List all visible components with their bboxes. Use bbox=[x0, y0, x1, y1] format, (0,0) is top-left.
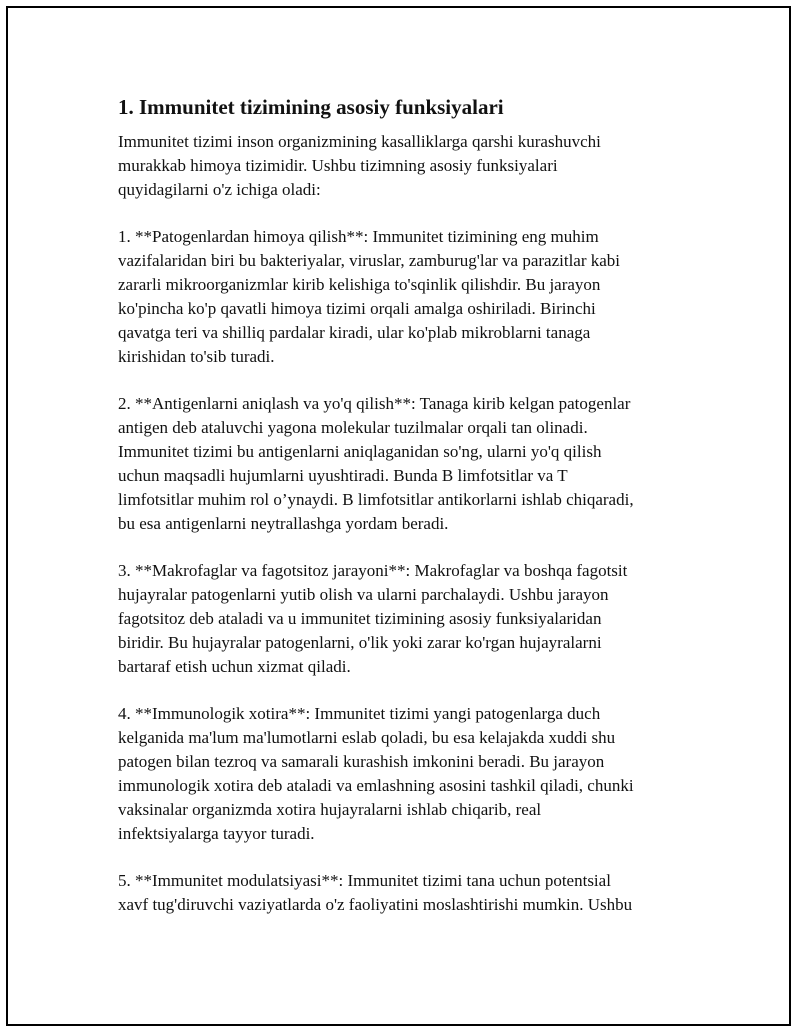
paragraph-line: qavatga teri va shilliq pardalar kiradi, ular ko'plab mikroblarni tanaga bbox=[118, 323, 591, 342]
paragraph-1 bbox=[118, 130, 698, 202]
paragraph-line: bu esa antigenlarni neytrallashga yordam beradi. bbox=[118, 514, 449, 533]
paragraph-line: 1. **Patogenlardan himoya qilish**: Immunitet tizimining eng muhim bbox=[118, 227, 599, 246]
document-title: 1. Immunitet tizimining asosiy funksiyalari bbox=[118, 95, 504, 119]
document-body bbox=[118, 130, 698, 917]
paragraph-line: patogen bilan tezroq va samarali kurashish imkonini beradi. Bu jarayon bbox=[118, 752, 605, 771]
paragraph-5 bbox=[118, 702, 698, 846]
paragraph-line: uchun maqsadli hujumlarni uyushtiradi. Bunda B limfotsitlar va T bbox=[118, 466, 568, 485]
paragraph-line: vazifalaridan biri bu bakteriyalar, viruslar, zamburug'lar va parazitlar kabi bbox=[118, 251, 621, 270]
paragraph-line: zararli mikroorganizmlar kirib kelishiga to'sqinlik qilishdir. Bu jarayon bbox=[118, 275, 601, 294]
paragraph-line: hujayralar patogenlarni yutib olish va ularni parchalaydi. Ushbu jarayon bbox=[118, 585, 609, 604]
paragraph-line: vaksinalar organizmda xotira hujayralarni ishlab chiqarib, real bbox=[118, 800, 542, 819]
paragraph-line: biridir. Bu hujayralar patogenlarni, o'lik yoki zarar ko'rgan hujayralarni bbox=[118, 633, 602, 652]
paragraph-line: Immunitet tizimi bu antigenlarni aniqlaganidan so'ng, ularni yo'q qilish bbox=[118, 442, 602, 461]
paragraph-line: kirishidan to'sib turadi. bbox=[118, 347, 275, 366]
paragraph-line: 2. **Antigenlarni aniqlash va yo'q qilish**: Tanaga kirib kelgan patogenlar bbox=[118, 394, 631, 413]
document-page bbox=[6, 6, 791, 1026]
paragraph-line: quyidagilarni o'z ichiga oladi: bbox=[118, 180, 321, 199]
paragraph-line: 4. **Immunologik xotira**: Immunitet tizimi yangi patogenlarga duch bbox=[118, 704, 601, 723]
paragraph-line: bartaraf etish uchun xizmat qiladi. bbox=[118, 657, 351, 676]
paragraph-line: immunologik xotira deb ataladi va emlashning asosini tashkil qiladi, chunki bbox=[118, 776, 634, 795]
paragraph-line: 5. **Immunitet modulatsiyasi**: Immunitet tizimi tana uchun potentsial bbox=[118, 871, 611, 890]
paragraph-line: xavf tug'diruvchi vaziyatlarda o'z faoliyatini moslashtirishi mumkin. Ushbu bbox=[118, 895, 633, 914]
paragraph-line: infektsiyalarga tayyor turadi. bbox=[118, 824, 315, 843]
paragraph-4 bbox=[118, 559, 698, 679]
paragraph-6 bbox=[118, 869, 698, 917]
paragraph-line: antigen deb ataluvchi yagona molekular tuzilmalar orqali tan olinadi. bbox=[118, 418, 588, 437]
paragraph-line: kelganida ma'lum ma'lumotlarni eslab qoladi, bu esa kelajakda xuddi shu bbox=[118, 728, 616, 747]
paragraph-2 bbox=[118, 225, 698, 369]
paragraph-line: murakkab himoya tizimidir. Ushbu tizimning asosiy funksiyalari bbox=[118, 156, 558, 175]
paragraph-3 bbox=[118, 392, 698, 536]
paragraph-line: limfotsitlar muhim rol o’ynaydi. B limfotsitlar antikorlarni ishlab chiqaradi, bbox=[118, 490, 634, 509]
paragraph-line: Immunitet tizimi inson organizmining kasalliklarga qarshi kurashuvchi bbox=[118, 132, 601, 151]
paragraph-line: 3. **Makrofaglar va fagotsitoz jarayoni**: Makrofaglar va boshqa fagotsit bbox=[118, 561, 628, 580]
paragraph-line: fagotsitoz deb ataladi va u immunitet tizimining asosiy funksiyalaridan bbox=[118, 609, 602, 628]
paragraph-line: ko'pincha ko'p qavatli himoya tizimi orqali amalga oshiriladi. Birinchi bbox=[118, 299, 596, 318]
document-content bbox=[118, 92, 698, 940]
